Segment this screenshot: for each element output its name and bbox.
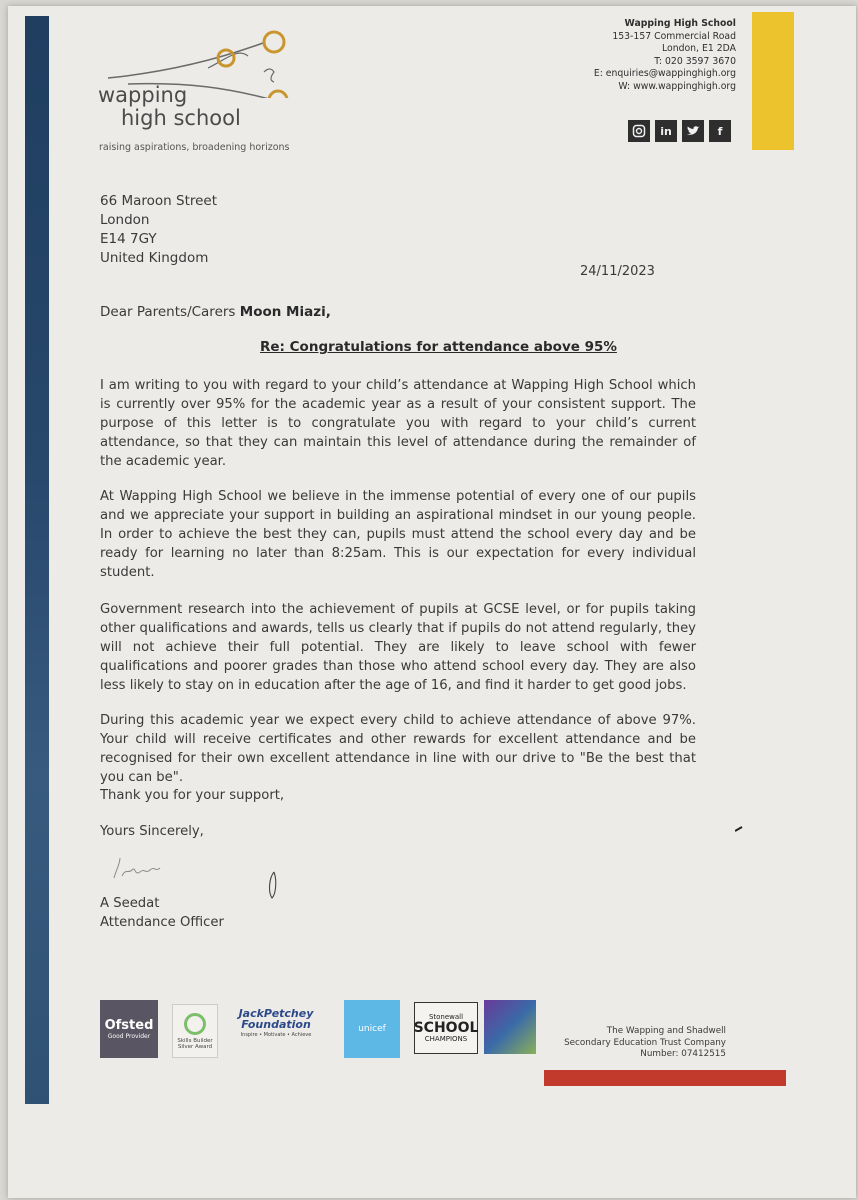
facebook-icon: f [709, 120, 731, 142]
ofsted-sub-label: Good Provider [107, 1033, 151, 1040]
ink-mark-icon [735, 826, 743, 832]
skills-label: Skills Builder [177, 1037, 213, 1044]
trust-info [564, 1026, 726, 1061]
stonewall-label-2: SCHOOL [413, 1019, 479, 1036]
recipient-line-1: 66 Maroon Street [100, 193, 218, 209]
stonewall-label-3: CHAMPIONS [424, 1034, 468, 1043]
salutation [100, 304, 331, 320]
unicef-logo [344, 1000, 400, 1058]
recipient-line-2: London [100, 212, 150, 228]
blue-side-bar [25, 16, 49, 1104]
closing-line: Yours Sincerely, [100, 824, 204, 839]
paragraph-3: Government research into the achievement of pupils at GCSE level, or for pupils taking other qualifications and awards, tells us clearly that if pupils do not attend regularly, they will not achieve their full potential. They are likely to leave school with fewer qualifications and poorer grades than those who attend school every day. They are also less likely to stay on in education after the age of 16, and find it harder to get good jobs. [100, 602, 696, 693]
school-name: Wapping High School [624, 18, 736, 29]
school-address-2: London, E1 2DA [661, 43, 736, 54]
skills-sub-label: Silver Award [177, 1043, 213, 1050]
paragraph-2: At Wapping High School we believe in the immense potential of every one of our pupils and we appreciate your support in building an aspirational mindset in our young people. In order to achieve the best they can, pupils must attend the school every day and be ready for learning no later than 8:25am. This is our expectation for every individual student. [100, 489, 696, 580]
salutation-name: Moon Miazi, [239, 304, 331, 320]
unicef-label: unicef [358, 1024, 386, 1034]
ofsted-logo [100, 1000, 158, 1058]
school-award-logo [484, 1000, 536, 1054]
skills-builder-logo [172, 1004, 218, 1058]
letter-sheet [8, 6, 856, 1198]
school-website: W: www.wappinghigh.org [618, 80, 736, 92]
trust-line-1: The Wapping and Shadwell [606, 1026, 726, 1036]
paragraph-4: During this academic year we expect every child to achieve attendance of above 97%. Your child will receive certificates and other rewards for excellent attendance and be recognised for their own excellent attendance in line with our drive to "Be the best that you can be". [100, 713, 696, 785]
recipient-line-3: E14 7GY [100, 231, 157, 247]
trust-line-3: Number: 07412515 [640, 1049, 726, 1059]
letter-subject: Re: Congratulations for attendance above 95% [260, 339, 617, 355]
signer-name: A Seedat [100, 896, 160, 911]
school-contact-block [594, 18, 736, 93]
twitter-icon [682, 120, 704, 142]
accreditation-logos [100, 996, 540, 1066]
thanks-line: Thank you for your support, [100, 788, 285, 803]
letter-date: 24/11/2023 [580, 264, 655, 279]
paragraph-1: I am writing to you with regard to your child’s attendance at Wapping High School which is currently over 95% for the academic year as a result of your consistent support. The purpose of this letter is to congratulate you with regard to your child’s current attendance, so that they can maintain this level of attendance during the remainder of the academic year. [100, 378, 696, 469]
stonewall-logo [414, 1002, 478, 1054]
signer-title: Attendance Officer [100, 915, 224, 930]
pen-scribble-icon [264, 868, 284, 902]
red-accent-bar [544, 1070, 786, 1086]
handwritten-signature-icon [108, 848, 168, 888]
logo-word-wapping: wapping [98, 83, 188, 107]
social-icons [628, 120, 731, 142]
jack-petchey-label-2: Foundation [241, 1017, 311, 1031]
school-email: E: enquiries@wappinghigh.org [593, 68, 736, 79]
yellow-accent-bar [752, 12, 794, 150]
instagram-icon [628, 120, 650, 142]
jack-petchey-label-1: JackPetchey [238, 1006, 314, 1020]
jack-petchey-sub-label: Inspire • Motivate • Achieve [240, 1031, 312, 1038]
stonewall-label-1: Stonewall [428, 1012, 464, 1021]
school-logo [88, 18, 388, 158]
school-address-1: 153-157 Commercial Road [612, 30, 736, 42]
jack-petchey-logo [228, 1006, 324, 1042]
salutation-prefix: Dear Parents/Carers [100, 304, 236, 320]
school-phone: T: 020 3597 3670 [654, 55, 736, 67]
linkedin-icon: in [655, 120, 677, 142]
skills-ring-icon [184, 1013, 206, 1035]
signer-block [100, 894, 224, 932]
recipient-line-4: United Kingdom [100, 250, 209, 266]
logo-word-high-school: high school [121, 106, 241, 130]
trust-line-2: Secondary Education Trust Company [564, 1037, 726, 1048]
ofsted-label: Ofsted [104, 1018, 154, 1033]
recipient-address [100, 192, 217, 268]
logo-tagline: raising aspirations, broadening horizons [99, 142, 290, 153]
